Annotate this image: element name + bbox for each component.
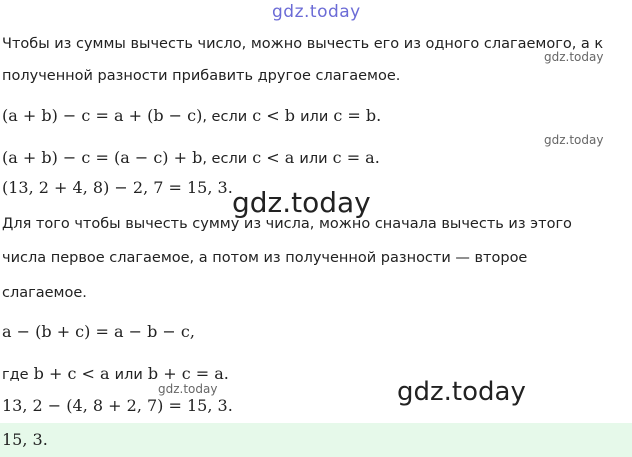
example-1: (13, 2 + 4, 8) − 2, 7 = 15, 3. <box>2 178 233 197</box>
formula-1-cond-math2: c = b. <box>333 106 382 125</box>
formula-1-cond-prefix: , если <box>202 109 248 125</box>
formula-1-cond-mid: или <box>300 109 329 125</box>
rule1-line2: полученной разности прибавить другое слагаемое. <box>2 68 401 84</box>
rule1-line1: Чтобы из суммы вычесть число, можно вычесть его из одного слагаемого, а к <box>2 36 604 52</box>
rule2-line2: числа первое слагаемое, а потом из полученной разности — второе <box>2 250 528 266</box>
formula-2 <box>2 148 380 167</box>
condition-3-prefix: где <box>2 367 29 383</box>
condition-3 <box>2 364 229 383</box>
formula-2-cond-math1: c < a <box>252 148 295 167</box>
watermark-small-3: gdz.today <box>158 382 218 396</box>
condition-3-math1: b + c < a <box>33 364 110 383</box>
watermark-small-1: gdz.today <box>544 50 604 64</box>
formula-2-cond-mid: или <box>299 151 328 167</box>
answer-highlight <box>0 423 632 457</box>
example-2: 13, 2 − (4, 8 + 2, 7) = 15, 3. <box>2 396 233 415</box>
watermark-top: gdz.today <box>272 2 361 22</box>
condition-3-mid: или <box>114 367 143 383</box>
watermark-big-1: gdz.today <box>232 186 371 219</box>
formula-2-cond-prefix: , если <box>202 151 248 167</box>
formula-3: a − (b + c) = a − b − c, <box>2 322 195 341</box>
formula-2-math: (a + b) − c = (a − c) + b <box>2 148 203 167</box>
formula-1-math: (a + b) − c = a + (b − c) <box>2 106 203 125</box>
rule2-line1: Для того чтобы вычесть сумму из числа, можно сначала вычесть из этого <box>2 216 572 232</box>
rule2-line3: слагаемое. <box>2 285 87 301</box>
condition-3-math2: b + c = a. <box>147 364 229 383</box>
formula-1-cond-math1: c < b <box>252 106 296 125</box>
watermark-small-2: gdz.today <box>544 133 604 147</box>
formula-2-cond-math2: c = a. <box>332 148 380 167</box>
watermark-big-2: gdz.today <box>397 377 526 407</box>
formula-1 <box>2 106 381 125</box>
answer: 15, 3. <box>2 430 48 449</box>
